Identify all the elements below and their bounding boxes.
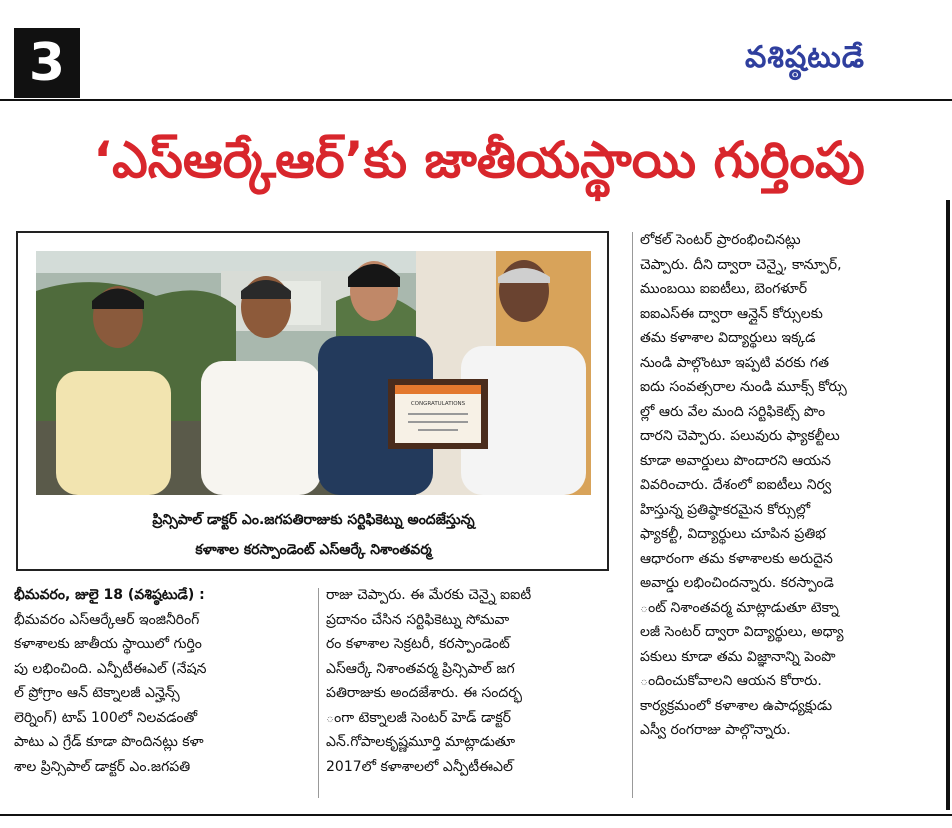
- article-column-2: [326, 583, 624, 779]
- caption-line-2: కళాశాల కరస్పాండెంట్ ఎస్ఆర్కే నిశాంతవర్మ: [195, 542, 432, 558]
- newspaper-masthead: వశిష్ఠటుడే: [745, 40, 865, 75]
- column-divider: [318, 588, 319, 798]
- text-line: 2017లో కళాశాలలో ఎన్పీటీఈఎల్: [326, 758, 513, 775]
- article-headline: ‘ఎస్ఆర్కేఆర్’కు జాతీయస్థాయి గుర్తింపు: [93, 131, 865, 189]
- text-line: ందించుకోవాలని ఆయన కోరారు.: [640, 673, 822, 689]
- text-line: ల్ ప్రోగ్రాం ఆన్ టెక్నాలజీ ఎన్హెన్స్: [14, 685, 180, 701]
- text-line: అవార్డు లభించిందన్నారు. కరస్పాండె: [640, 575, 834, 591]
- text-line: తమ కళాశాల విద్యార్థులు ఇక్కడ: [640, 330, 816, 346]
- news-photo: [36, 251, 591, 495]
- text-line: కార్యక్రమంలో కళాశాల ఉపాధ్యక్షుడు: [640, 697, 833, 714]
- header-rule: [0, 99, 952, 101]
- text-line: ఐదు సంవత్సరాల నుండి మూక్స్ కోర్సు: [640, 379, 847, 395]
- text-line: వివరించారు. దేశంలో ఐఐటీలు నిర్వ: [640, 477, 832, 493]
- text-line: లోకల్ సెంటర్ ప్రారంభించినట్లు: [640, 232, 801, 248]
- text-line: శాల ప్రిన్సిపాల్ డాక్టర్ ఎం.జగపతి: [14, 758, 191, 775]
- bottom-rule: [0, 814, 952, 816]
- text-line: దారని చెప్పారు. పలువురు ఫ్యాకల్టీలు: [640, 428, 840, 444]
- text-line: పకులు కూడా తమ విజ్ఞానాన్ని పెంపొ: [640, 648, 836, 665]
- text-line: ఫ్యాకల్టీ, విద్యార్థులు చూపిన ప్రతిభ: [640, 526, 826, 542]
- text-line: ముంబయి ఐఐటీలు, బెంగళూర్: [640, 281, 808, 297]
- column-divider: [632, 232, 633, 798]
- text-line: కూడా అవార్డులు పొందారని ఆయన: [640, 452, 831, 469]
- text-line: ఆధారంగా తమ కళాశాలకు అరుదైన: [640, 550, 833, 567]
- text-line: రాజు చెప్పారు. ఈ మేరకు చెన్నై ఐఐటీ: [326, 587, 532, 603]
- text-line: భీమవరం ఎస్ఆర్కేఆర్ ఇంజినీరింగ్: [14, 611, 200, 628]
- text-line: ంట్ నిశాంతవర్మ మాట్లాడుతూ టెక్నా: [640, 599, 839, 616]
- text-line: లజీ సెంటర్ ద్వారా విద్యార్థులు, అధ్యా: [640, 624, 844, 640]
- text-line: పతిరాజుకు అందజేశారు. ఈ సందర్భ: [326, 685, 523, 701]
- text-line: కళాశాలకు జాతీయ స్థాయిలో గుర్తిం: [14, 636, 202, 652]
- text-line: ఎన్.గోపాలకృష్ణమూర్తి మాట్లాడుతూ: [326, 734, 516, 750]
- right-border-bar: [946, 200, 950, 810]
- article-column-3: [640, 228, 942, 743]
- text-line: నుండి పాల్గొంటూ ఇప్పటి వరకు గత: [640, 354, 829, 371]
- dateline: భీమవరం, జులై 18 (వశిష్ఠటుడే) :: [14, 587, 205, 603]
- text-line: ఐఐఎస్ఈ ద్వారా ఆన్లైన్ కోర్సులకు: [640, 305, 823, 322]
- article-column-1: [14, 583, 312, 779]
- page-number: 3: [14, 28, 80, 98]
- photo-illustration: [36, 251, 591, 495]
- text-line: పు లభించింది. ఎన్పీటీఈఎల్ (నేషన: [14, 660, 207, 677]
- text-line: ప్రదానం చేసిన సర్టిఫికెట్ను సోమవా: [326, 611, 510, 628]
- text-line: హిస్తున్న ప్రతిష్ఠాకరమైన కోర్సుల్లో: [640, 501, 811, 518]
- text-line: లెర్నింగ్) టాప్ 100లో నిలవడంతో: [14, 709, 198, 726]
- photo-frame: [16, 231, 609, 571]
- caption-line-1: ప్రిన్సిపాల్ డాక్టర్ ఎం.జగపతిరాజుకు సర్టిఫికెట్ను అందజేస్తున్న: [152, 512, 475, 528]
- photo-caption: [36, 505, 591, 567]
- text-line: పాటు ఎ గ్రేడ్ కూడా పొందినట్లు కళా: [14, 734, 204, 750]
- text-line: చెప్పారు. దీని ద్వారా చెన్నై, కాన్పూర్,: [640, 256, 842, 273]
- text-line: ఎస్ఆర్కే నిశాంతవర్మ ప్రిన్సిపాల్ జగ: [326, 660, 515, 677]
- certificate-heading: CONGRATULATIONS: [410, 401, 466, 407]
- text-line: రం కళాశాల సెక్రటరీ, కరస్పాండెంట్: [326, 636, 510, 652]
- text-line: ల్లో ఆరు వేల మంది సర్టిఫికెట్స్ పొం: [640, 403, 826, 420]
- text-line: ఎస్వీ రంగరాజు పాల్గొన్నారు.: [640, 722, 791, 738]
- text-line: ంగా టెక్నాలజీ సెంటర్ హెడ్ డాక్టర్: [326, 709, 511, 726]
